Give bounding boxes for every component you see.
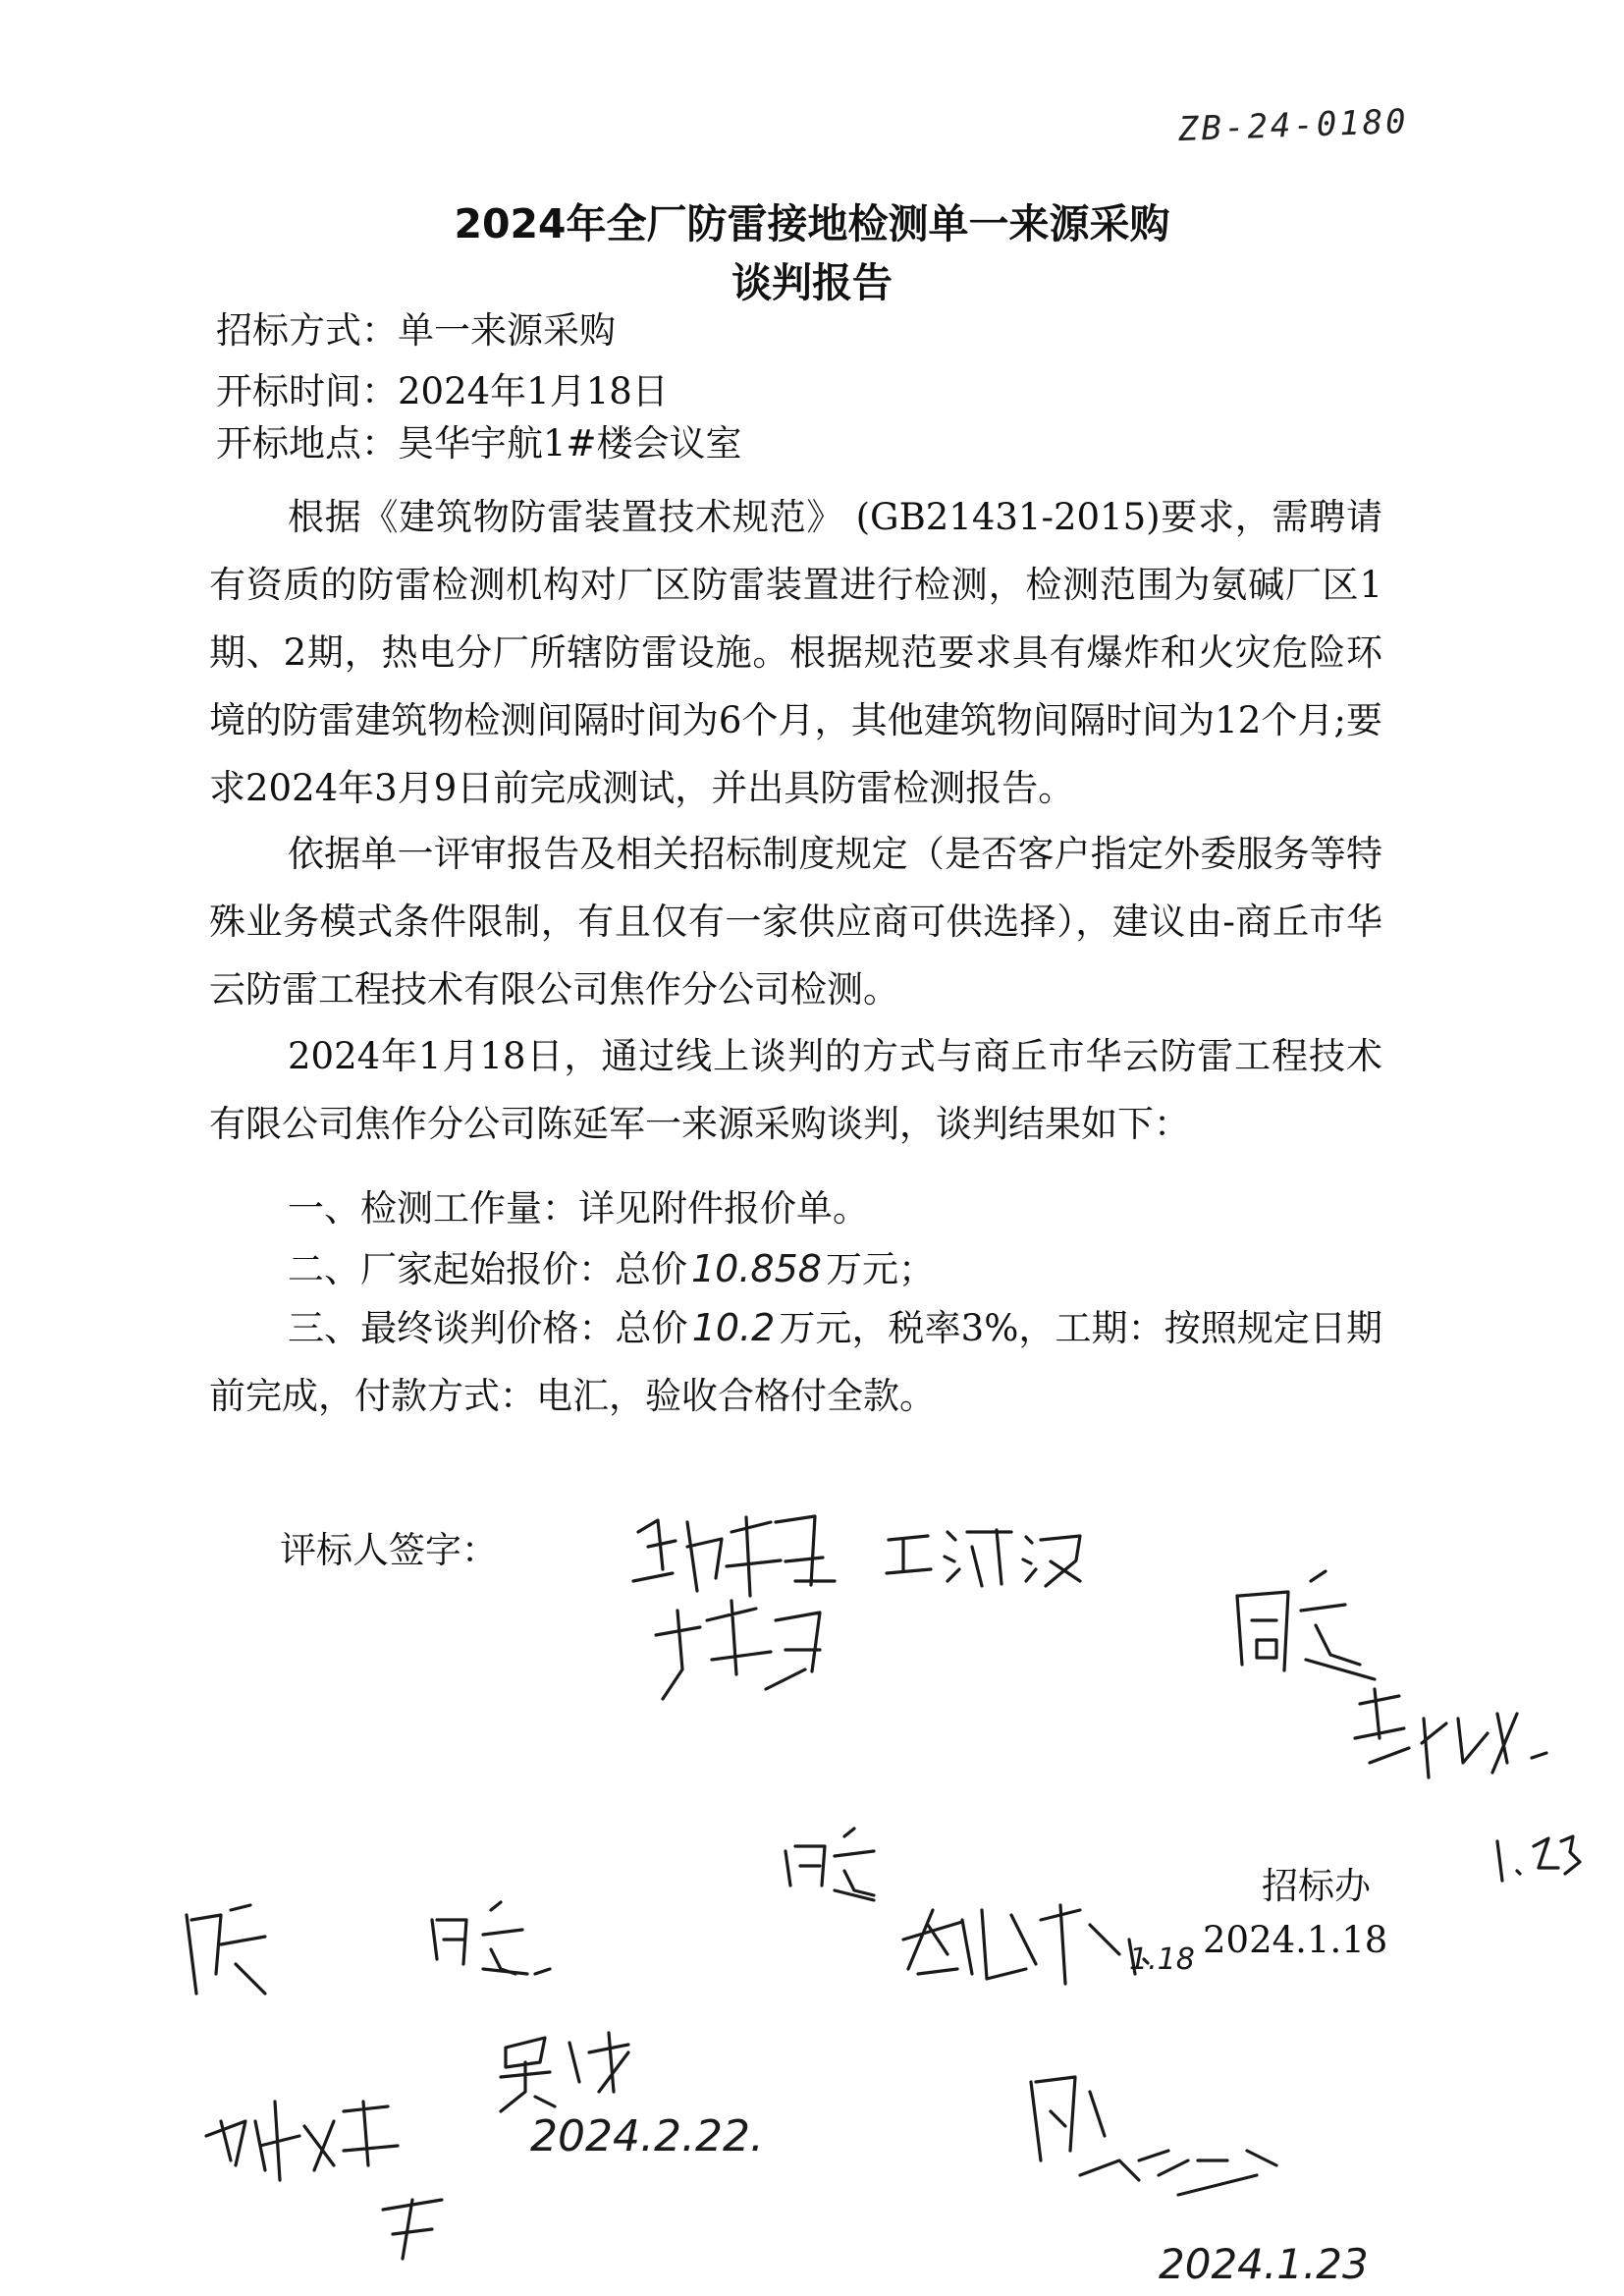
final-price-suffix: 万元，税率3%，工期：按照规定日期前完成，付款方式：电汇，验收合格付全款。 — [209, 1307, 1382, 1417]
document-subtitle: 谈判报告 — [731, 259, 893, 306]
result-item-workload: 一、检测工作量：详见附件报价单。 — [288, 1187, 869, 1230]
signature-approve-3 — [432, 1902, 550, 1974]
signature-wu — [501, 2033, 628, 2111]
signature-1 — [633, 1516, 835, 1596]
date-2024-2-22: 2024.2.22. — [530, 2111, 764, 2161]
bid-time: 开标时间：2024年1月18日 — [216, 370, 669, 412]
bid-place: 开标地点：昊华宇航1#楼会议室 — [216, 422, 742, 465]
signature-approve-1 — [1237, 1571, 1375, 1679]
date-1-18: 1.18 — [1129, 1942, 1195, 1977]
document-number: ZB-24-0180 — [1177, 101, 1410, 150]
signature-bottom-right — [1031, 2077, 1276, 2195]
bidding-office-date: 2024.1.18 — [1203, 1919, 1388, 1961]
document-title: 2024年全厂防雷接地检测单一来源采购 — [454, 200, 1170, 247]
signature-wang-hongbo — [887, 1530, 1080, 1586]
result-item-initial-quote — [288, 1239, 935, 1292]
initial-quote-value: 10.858 — [691, 1247, 822, 1290]
initial-quote-suffix: 万元； — [825, 1248, 935, 1290]
final-price-value: 10.2 — [691, 1306, 776, 1349]
signature-approve-2 — [785, 1829, 874, 1900]
signature-2 — [656, 1601, 820, 1699]
paragraph-basis: 依据单一评审报告及相关招标制度规定（是否客户指定外委服务等特殊业务模式条件限制，有且仅有一家供应商可供选择），建议由-商丘市华云防雷工程技术有限公司焦作分公司检测。 — [209, 833, 1382, 1011]
signature-label: 评标人签字： — [280, 1529, 498, 1571]
date-2024-1-23: 2024.1.23 — [1159, 2240, 1369, 2288]
signature-li — [903, 1905, 1148, 1984]
result-item-final-price — [209, 1294, 1382, 1430]
signature-right-1 — [1355, 1689, 1546, 1777]
signature-bottom-left-1 — [187, 1905, 265, 1994]
initial-quote-prefix: 二、厂家起始报价：总价 — [288, 1248, 687, 1290]
bid-method: 招标方式：单一来源采购 — [216, 309, 616, 352]
paragraph-requirement: 根据《建筑物防雷装置技术规范》 (GB21431-2015)要求，需聘请有资质的防雷检测机构对厂区防雷装置进行检测，检测范围为氨碱厂区1期、2期，热电分厂所辖防雷设施。根据规范要求具有爆炸和火灾危险环境的防雷建筑物检测间隔时间为6个月，其他建筑物间隔时间为12个月;要求2024年3月9日前完成测试，并出具防雷检测报告。 — [209, 496, 1382, 809]
paragraph-negotiation: 2024年1月18日，通过线上谈判的方式与商丘市华云防雷工程技术有限公司焦作分公司陈延军一来源采购谈判，谈判结果如下： — [209, 1035, 1382, 1145]
date-1-23-right — [1497, 1836, 1580, 1881]
signature-bottom-left-2 — [206, 2102, 442, 2259]
final-price-prefix: 三、最终谈判价格：总价 — [288, 1307, 688, 1349]
bidding-office: 招标办 — [1262, 1865, 1371, 1907]
